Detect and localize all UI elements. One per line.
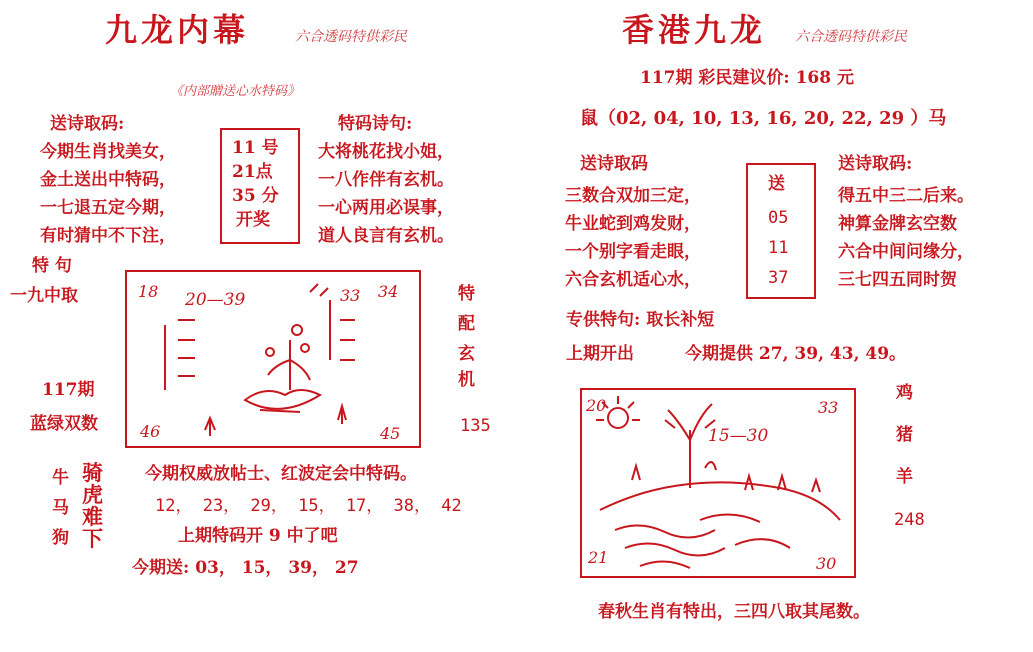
right-poem-left-line: 六合玄机适心水，	[565, 270, 701, 290]
left-drawing-bl: 46	[140, 422, 161, 441]
right-poem-right-line: 神算金牌玄空数	[838, 214, 957, 234]
right-box-item: 37	[768, 268, 789, 288]
right-box-item: 11	[768, 238, 789, 258]
right-poem-label-left: 送诗取码	[580, 154, 648, 174]
right-drawing-tl: 20	[586, 396, 607, 415]
left-drawing-mid: 33	[340, 286, 361, 305]
right-poem-left-line: 三数合双加三定，	[565, 186, 701, 206]
right-poem-right-line: 三七四五同时贺	[838, 270, 957, 290]
right-footer: 春秋生肖有特出，三四八取其尾数。	[598, 602, 870, 622]
left-zodiac: 狗	[52, 528, 69, 548]
left-vertical-char: 配	[458, 314, 475, 334]
left-poem-line: 一七退五定今期，	[40, 198, 176, 218]
right-side-animal: 猪	[896, 425, 913, 445]
left-drawing-tl: 18	[138, 282, 159, 301]
left-box-line: 35 分	[232, 186, 279, 206]
right-box-item: 送	[768, 174, 785, 194]
right-poem-left-line: 牛业蛇到鸡发财，	[565, 214, 701, 234]
left-tese-label: 特 句	[32, 256, 72, 276]
left-zodiac-big: 难	[82, 504, 103, 529]
right-side-animal: 鸡	[896, 383, 913, 403]
left-right-number: 135	[460, 416, 491, 436]
left-poem-line: 今期生肖找美女，	[40, 142, 176, 162]
left-poem-line: 有时猜中不下注，	[40, 226, 176, 246]
left-special-label: 特码诗句:	[338, 114, 413, 134]
right-drawing-bl: 21	[588, 548, 609, 567]
right-special-sentence: 专供特句: 取长补短	[566, 310, 715, 330]
left-power-line: 今期权威放帖士、红波定会中特码。	[145, 464, 417, 484]
right-title: 香港九龙	[622, 11, 767, 49]
left-special-line: 一心两用必误事，	[318, 198, 454, 218]
left-note: 《内部贈送心水特码》	[170, 84, 301, 99]
right-side-animal: 羊	[896, 467, 913, 487]
left-zodiac: 马	[52, 498, 69, 518]
right-drawing-range: 15—30	[708, 426, 769, 446]
left-poem-label: 送诗取码:	[50, 114, 125, 134]
left-send-line: 今期送: 03， 15， 39， 27	[132, 558, 359, 578]
right-price-line: 117期 彩民建议价: 168 元	[640, 68, 855, 88]
left-drawing-br: 45	[380, 424, 401, 443]
left-drawing-range: 20—39	[185, 290, 246, 310]
left-poem-line: 金土送出中特码，	[40, 170, 176, 190]
left-special-line: 一八作伴有玄机。	[318, 170, 454, 190]
right-side-number: 248	[894, 510, 925, 530]
right-poem-label-right: 送诗取码:	[838, 154, 913, 174]
right-zodiac-row: 鼠（02, 04, 10, 13, 16, 20, 22, 29 ）马	[580, 108, 947, 129]
left-vertical-char: 玄	[458, 344, 475, 364]
right-poem-right-line: 得五中三二后来。	[838, 186, 974, 206]
left-special-line: 大将桃花找小姐，	[318, 142, 454, 162]
left-zodiac-big: 虎	[82, 482, 103, 507]
left-special-line: 道人良言有玄机。	[318, 226, 454, 246]
left-zodiac: 牛	[52, 468, 69, 488]
right-drawing-tr: 33	[818, 398, 839, 417]
right-poem-left-line: 一个别字看走眼，	[565, 242, 701, 262]
left-title: 九龙内幕	[105, 11, 250, 49]
left-numbers-line: 12， 23， 29， 15， 17， 38， 42	[155, 496, 462, 516]
left-zodiac-big: 下	[82, 526, 103, 551]
right-subtitle: 六合透码特供彩民	[795, 29, 907, 45]
left-box-line: 21点	[232, 162, 273, 182]
right-last-open: 上期开出	[566, 344, 634, 364]
left-vertical-char: 机	[458, 370, 475, 390]
left-box-line: 开奖	[236, 210, 270, 230]
left-tese-value: 一九中取	[10, 286, 78, 306]
right-box-item: 05	[768, 208, 789, 228]
left-zodiac-big: 骑	[82, 460, 103, 485]
right-drawing-br: 30	[816, 554, 837, 573]
left-vertical-char: 特	[458, 284, 475, 304]
left-last-line: 上期特码开 9 中了吧	[178, 526, 338, 546]
left-box-line: 11 号	[232, 138, 279, 158]
left-issue: 117期	[42, 380, 95, 400]
left-issue-desc: 蓝绿双数	[30, 414, 98, 434]
right-provide: 今期提供 27, 39, 43, 49。	[685, 344, 907, 364]
left-drawing-tr: 34	[378, 282, 399, 301]
right-poem-right-line: 六合中间问缘分，	[838, 242, 974, 262]
left-subtitle: 六合透码特供彩民	[295, 29, 407, 45]
